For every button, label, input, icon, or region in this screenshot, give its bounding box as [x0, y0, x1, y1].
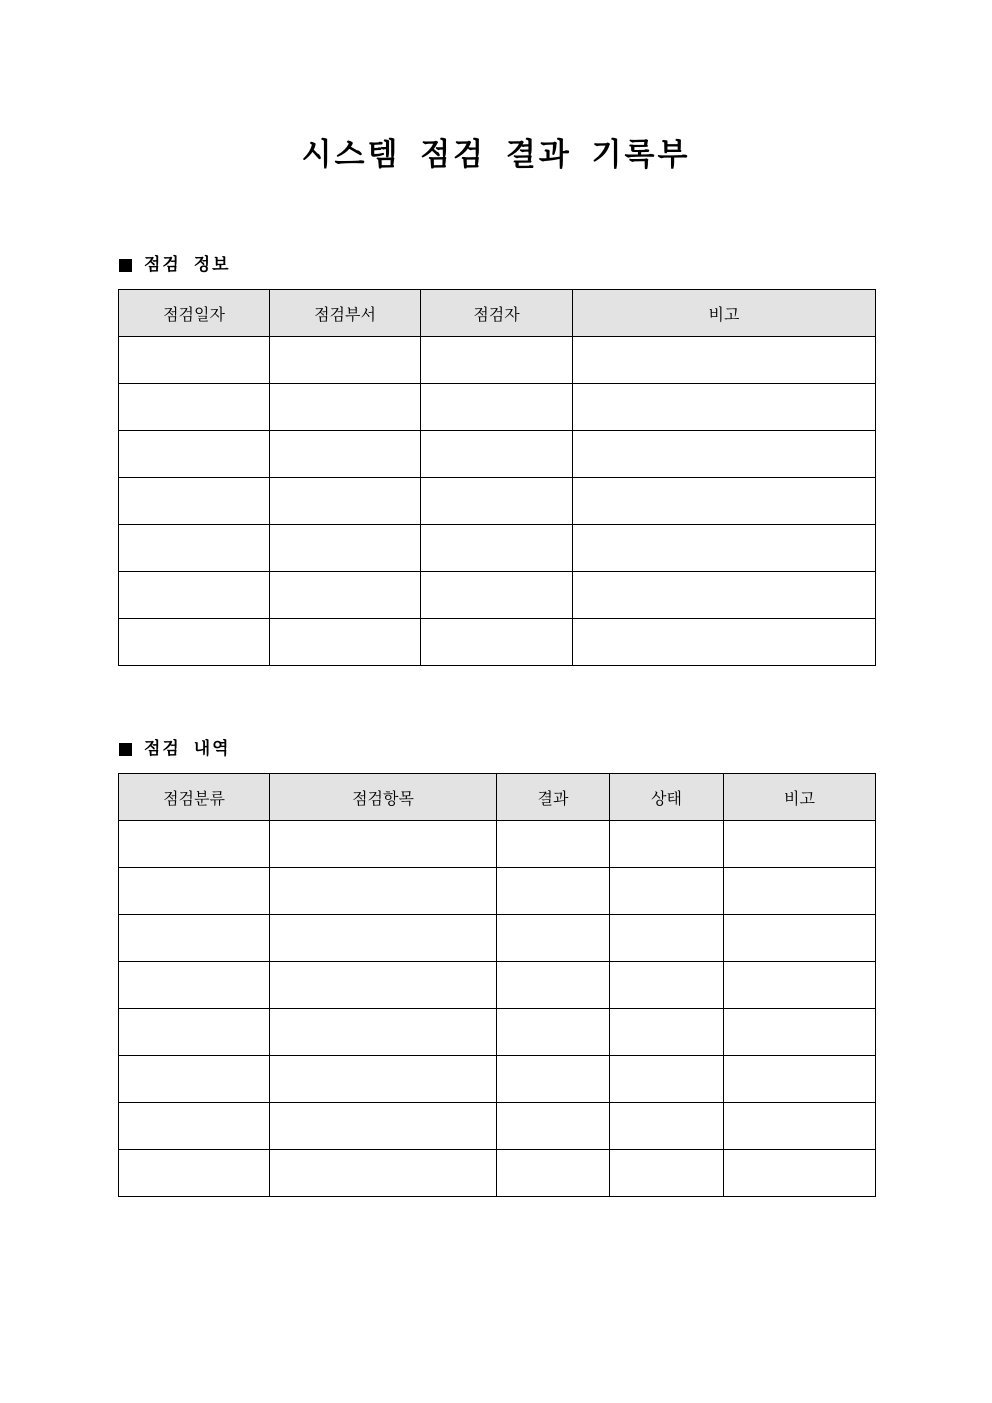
table-cell[interactable]: [724, 1150, 876, 1197]
table-row: [119, 1056, 876, 1103]
column-header-inspection-date: 점검일자: [119, 290, 270, 337]
table-cell[interactable]: [610, 1150, 724, 1197]
column-header-remarks: 비고: [724, 774, 876, 821]
table-cell[interactable]: [497, 868, 610, 915]
table-cell[interactable]: [573, 572, 876, 619]
table-cell[interactable]: [119, 1150, 270, 1197]
table-cell[interactable]: [270, 525, 421, 572]
info-section-heading-label: 점검 정보: [144, 255, 231, 275]
table-cell[interactable]: [573, 525, 876, 572]
black-square-bullet-icon: [119, 259, 132, 272]
table-cell[interactable]: [610, 915, 724, 962]
table-cell[interactable]: [724, 868, 876, 915]
table-cell[interactable]: [724, 821, 876, 868]
table-row: [119, 431, 876, 478]
table-cell[interactable]: [270, 572, 421, 619]
table-cell[interactable]: [270, 821, 497, 868]
table-cell[interactable]: [119, 337, 270, 384]
table-cell[interactable]: [270, 337, 421, 384]
table-cell[interactable]: [119, 1103, 270, 1150]
table-cell[interactable]: [119, 962, 270, 1009]
column-header-inspection-department: 점검부서: [270, 290, 421, 337]
table-cell[interactable]: [119, 619, 270, 666]
table-cell[interactable]: [724, 1103, 876, 1150]
table-cell[interactable]: [573, 478, 876, 525]
table-cell[interactable]: [270, 619, 421, 666]
table-header-row: [119, 290, 876, 337]
black-square-bullet-icon: [119, 743, 132, 756]
table-cell[interactable]: [724, 962, 876, 1009]
table-row: [119, 525, 876, 572]
column-header-result: 결과: [497, 774, 610, 821]
table-cell[interactable]: [421, 478, 573, 525]
table-cell[interactable]: [573, 384, 876, 431]
table-cell[interactable]: [270, 384, 421, 431]
table-cell[interactable]: [497, 915, 610, 962]
table-cell[interactable]: [270, 1056, 497, 1103]
table-cell[interactable]: [119, 821, 270, 868]
table-cell[interactable]: [270, 1009, 497, 1056]
detail-section-heading: [119, 737, 231, 761]
table-row: [119, 478, 876, 525]
table-row: [119, 1103, 876, 1150]
table-cell[interactable]: [421, 619, 573, 666]
table-cell[interactable]: [421, 431, 573, 478]
table-cell[interactable]: [270, 962, 497, 1009]
column-header-status: 상태: [610, 774, 724, 821]
table-cell[interactable]: [724, 1009, 876, 1056]
table-cell[interactable]: [573, 431, 876, 478]
table-cell[interactable]: [119, 525, 270, 572]
table-row: [119, 821, 876, 868]
table-cell[interactable]: [119, 572, 270, 619]
table-cell[interactable]: [421, 337, 573, 384]
table-cell[interactable]: [119, 478, 270, 525]
page-title: 시스템 점검 결과 기록부: [301, 137, 691, 173]
table-cell[interactable]: [610, 868, 724, 915]
table-cell[interactable]: [724, 915, 876, 962]
inspection-detail-table: [118, 773, 876, 1197]
table-cell[interactable]: [497, 962, 610, 1009]
table-cell[interactable]: [270, 915, 497, 962]
column-header-inspector: 점검자: [421, 290, 573, 337]
table-row: [119, 572, 876, 619]
info-section-heading: [119, 253, 231, 277]
table-cell[interactable]: [724, 1056, 876, 1103]
table-cell[interactable]: [119, 431, 270, 478]
table-cell[interactable]: [610, 1009, 724, 1056]
table-cell[interactable]: [270, 1150, 497, 1197]
table-row: [119, 619, 876, 666]
table-cell[interactable]: [119, 1056, 270, 1103]
table-cell[interactable]: [421, 572, 573, 619]
table-cell[interactable]: [573, 619, 876, 666]
table-header-row: [119, 774, 876, 821]
table-cell[interactable]: [610, 1103, 724, 1150]
table-cell[interactable]: [497, 1103, 610, 1150]
table-cell[interactable]: [573, 337, 876, 384]
table-cell[interactable]: [497, 1150, 610, 1197]
table-cell[interactable]: [270, 868, 497, 915]
table-cell[interactable]: [270, 1103, 497, 1150]
table-cell[interactable]: [119, 868, 270, 915]
table-row: [119, 962, 876, 1009]
table-row: [119, 868, 876, 915]
table-cell[interactable]: [497, 1009, 610, 1056]
table-row: [119, 1150, 876, 1197]
column-header-item: 점검항목: [270, 774, 497, 821]
table-cell[interactable]: [270, 431, 421, 478]
table-cell[interactable]: [421, 525, 573, 572]
detail-section-heading-label: 점검 내역: [144, 739, 231, 759]
table-cell[interactable]: [270, 478, 421, 525]
table-cell[interactable]: [610, 962, 724, 1009]
table-row: [119, 337, 876, 384]
inspection-info-table: [118, 289, 876, 666]
table-cell[interactable]: [421, 384, 573, 431]
table-row: [119, 384, 876, 431]
table-row: [119, 1009, 876, 1056]
table-cell[interactable]: [610, 1056, 724, 1103]
table-cell[interactable]: [497, 1056, 610, 1103]
table-row: [119, 915, 876, 962]
table-cell[interactable]: [119, 1009, 270, 1056]
table-cell[interactable]: [497, 821, 610, 868]
column-header-category: 점검분류: [119, 774, 270, 821]
table-cell[interactable]: [610, 821, 724, 868]
table-cell[interactable]: [119, 915, 270, 962]
column-header-remarks: 비고: [573, 290, 876, 337]
table-cell[interactable]: [119, 384, 270, 431]
